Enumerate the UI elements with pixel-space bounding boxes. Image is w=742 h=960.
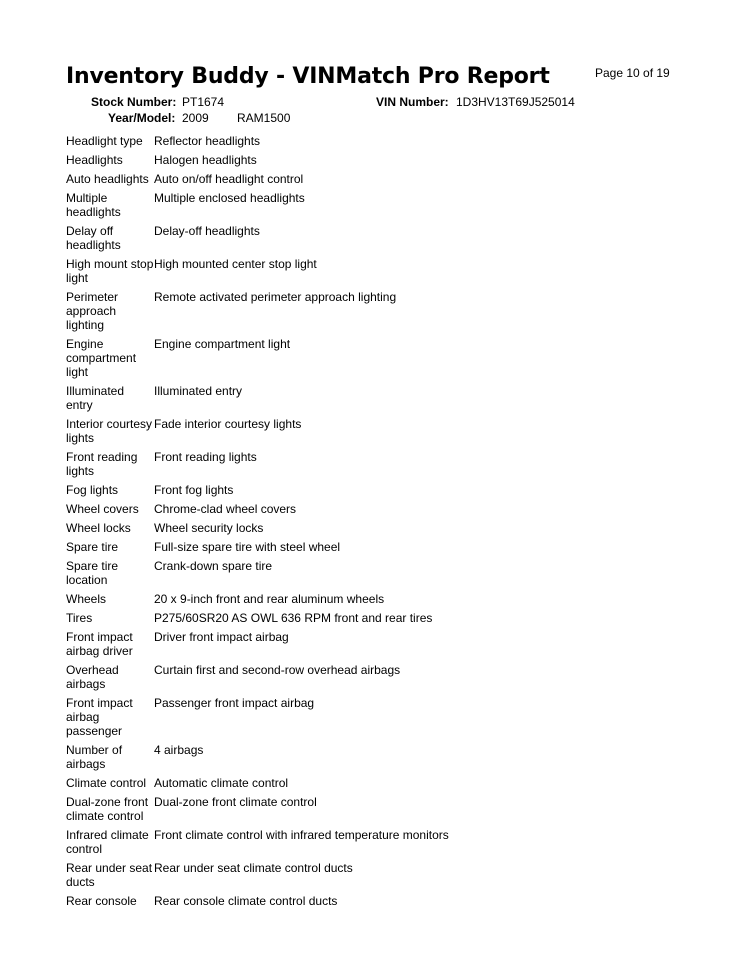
spec-value: Delay-off headlights xyxy=(154,224,260,238)
spec-row xyxy=(66,774,674,793)
year-model-label: Year/Model: xyxy=(108,111,176,125)
spec-row xyxy=(66,538,674,557)
spec-label: Multiple headlights xyxy=(66,191,121,219)
spec-label: High mount stop light xyxy=(66,257,154,285)
spec-label: Dual-zone front climate control xyxy=(66,795,149,823)
spec-value: Passenger front impact airbag xyxy=(154,696,315,710)
spec-row xyxy=(66,132,674,151)
spec-label: Wheels xyxy=(66,592,107,606)
spec-row xyxy=(66,892,674,911)
spec-label: Rear console xyxy=(66,894,137,908)
stock-number-value: PT1674 xyxy=(182,95,225,109)
spec-label: Auto headlights xyxy=(66,172,149,186)
year-value: 2009 xyxy=(182,111,209,125)
spec-value: Driver front impact airbag xyxy=(154,630,289,644)
spec-row xyxy=(66,189,674,222)
spec-label: Wheel locks xyxy=(66,521,131,535)
spec-value: Front climate control with infrared temperature monitors xyxy=(154,828,449,842)
spec-value: Curtain first and second-row overhead airbags xyxy=(154,663,401,677)
spec-label: Front impact airbag driver xyxy=(66,630,133,658)
spec-label: Number of airbags xyxy=(66,743,123,771)
spec-value: Reflector headlights xyxy=(154,134,261,148)
spec-value: Dual-zone front climate control xyxy=(154,795,317,809)
spec-label: Infrared climate control xyxy=(66,828,149,856)
spec-row xyxy=(66,151,674,170)
spec-label: Spare tire location xyxy=(66,559,119,587)
spec-label: Climate control xyxy=(66,776,147,790)
spec-value: Illuminated entry xyxy=(154,384,243,398)
spec-value: Remote activated perimeter approach lighting xyxy=(154,290,397,304)
spec-row xyxy=(66,661,674,694)
spec-row xyxy=(66,557,674,590)
spec-value: High mounted center stop light xyxy=(154,257,317,271)
spec-row xyxy=(66,415,674,448)
spec-value: Full-size spare tire with steel wheel xyxy=(154,540,341,554)
spec-label: Overhead airbags xyxy=(66,663,119,691)
spec-value: 4 airbags xyxy=(154,743,204,757)
spec-label: Interior courtesy lights xyxy=(66,417,153,445)
spec-row xyxy=(66,859,674,892)
spec-row xyxy=(66,590,674,609)
vin-number-label: VIN Number: xyxy=(376,95,449,109)
spec-value: Halogen headlights xyxy=(154,153,257,167)
spec-value: Auto on/off headlight control xyxy=(154,172,304,186)
spec-value: Front fog lights xyxy=(154,483,234,497)
spec-label: Wheel covers xyxy=(66,502,139,516)
spec-label: Front impact airbag passenger xyxy=(66,696,133,738)
spec-value: Crank-down spare tire xyxy=(154,559,273,573)
spec-row xyxy=(66,609,674,628)
spec-row xyxy=(66,288,674,335)
spec-row xyxy=(66,793,674,826)
spec-label: Tires xyxy=(66,611,93,625)
spec-label: Headlights xyxy=(66,153,123,167)
spec-value: Engine compartment light xyxy=(154,337,291,351)
spec-row xyxy=(66,741,674,774)
spec-row xyxy=(66,448,674,481)
spec-label: Fog lights xyxy=(66,483,119,497)
spec-value: Rear under seat climate control ducts xyxy=(154,861,353,875)
spec-row xyxy=(66,255,674,288)
spec-row xyxy=(66,500,674,519)
spec-row xyxy=(66,519,674,538)
page-number: Page 10 of 19 xyxy=(595,66,670,80)
spec-row xyxy=(66,382,674,415)
spec-value: Chrome-clad wheel covers xyxy=(154,502,297,516)
spec-value: Multiple enclosed headlights xyxy=(154,191,305,205)
model-value: RAM1500 xyxy=(237,111,291,125)
spec-row xyxy=(66,481,674,500)
spec-label: Engine compartment light xyxy=(66,337,137,379)
spec-value: Front reading lights xyxy=(154,450,257,464)
spec-value: Automatic climate control xyxy=(154,776,289,790)
spec-label: Rear under seat ducts xyxy=(66,861,153,889)
spec-label: Delay off headlights xyxy=(66,224,121,252)
spec-value: Fade interior courtesy lights xyxy=(154,417,302,431)
spec-value: Wheel security locks xyxy=(154,521,264,535)
spec-value: Rear console climate control ducts xyxy=(154,894,338,908)
spec-row xyxy=(66,826,674,859)
spec-row xyxy=(66,335,674,382)
spec-value: 20 x 9-inch front and rear aluminum wheels xyxy=(154,592,385,606)
spec-label: Illuminated entry xyxy=(66,384,125,412)
spec-row xyxy=(66,628,674,661)
spec-label: Headlight type xyxy=(66,134,143,148)
spec-row xyxy=(66,694,674,741)
spec-value: P275/60SR20 AS OWL 636 RPM front and rear tires xyxy=(154,611,433,625)
report-title: Inventory Buddy - VINMatch Pro Report xyxy=(66,64,550,89)
spec-table xyxy=(66,132,674,911)
spec-label: Front reading lights xyxy=(66,450,138,478)
spec-row xyxy=(66,222,674,255)
spec-label: Perimeter approach lighting xyxy=(66,290,119,332)
stock-number-label: Stock Number: xyxy=(91,95,177,109)
spec-row xyxy=(66,170,674,189)
spec-label: Spare tire xyxy=(66,540,119,554)
vin-number-value: 1D3HV13T69J525014 xyxy=(456,95,575,109)
